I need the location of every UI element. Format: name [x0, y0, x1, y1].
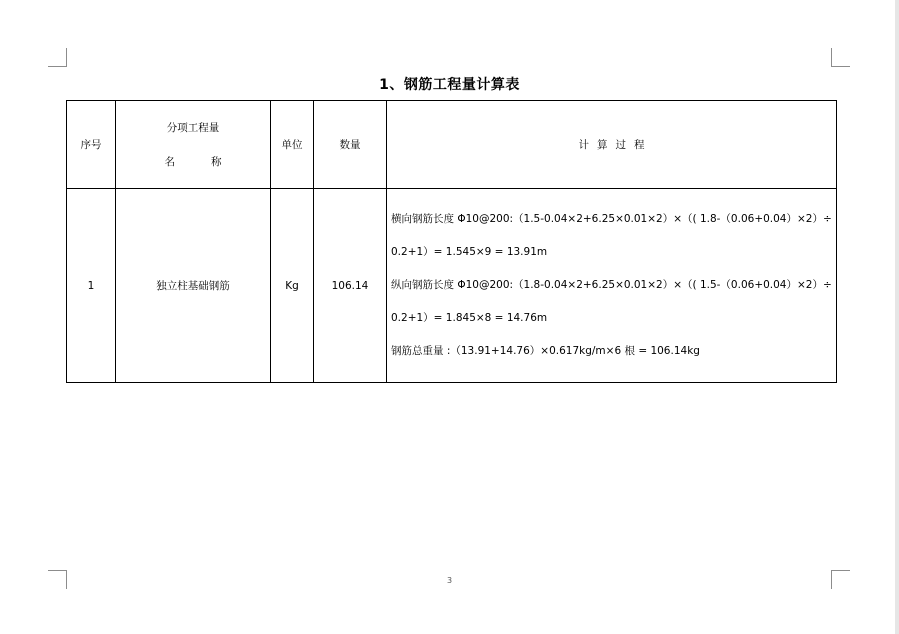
crop-mark-top-right [831, 48, 850, 67]
calc-line: 纵向钢筋长度 Φ10@200:（1.8-0.04×2+6.25×0.01×2）×（( 1.5-（0.06+0.04）×2）÷ [391, 279, 832, 291]
header-item-line1: 分项工程量 [166, 121, 220, 134]
header-item-line2: 名称 [164, 155, 258, 168]
calc-line: 横向钢筋长度 Φ10@200:（1.5-0.04×2+6.25×0.01×2）×（( 1.8-（0.06+0.04）×2）÷ [391, 213, 832, 225]
row-item-name: 独立柱基础钢筋 [116, 189, 271, 383]
header-item-name [116, 101, 271, 189]
table-row [67, 189, 837, 383]
table-header-row [67, 101, 837, 189]
header-unit: 单位 [271, 101, 314, 189]
page-number: 3 [446, 576, 453, 585]
row-index: 1 [67, 189, 116, 383]
calc-line: 钢筋总重量 :（13.91+14.76）×0.617kg/m×6 根 = 106.14kg [391, 345, 700, 357]
row-unit: Kg [271, 189, 314, 383]
page-edge [895, 0, 899, 634]
row-quantity: 106.14 [314, 189, 387, 383]
header-index: 序号 [67, 101, 116, 189]
calc-line: 0.2+1）= 1.845×8 = 14.76m [391, 312, 548, 324]
header-process: 计算过程 [387, 101, 837, 189]
crop-mark-top-left [48, 48, 67, 67]
document-title: 1、钢筋工程量计算表 [379, 77, 520, 93]
row-calculation-process [387, 189, 837, 383]
rebar-calculation-table [66, 100, 837, 383]
calc-line: 0.2+1）= 1.545×9 = 13.91m [391, 246, 548, 258]
header-quantity: 数量 [314, 101, 387, 189]
